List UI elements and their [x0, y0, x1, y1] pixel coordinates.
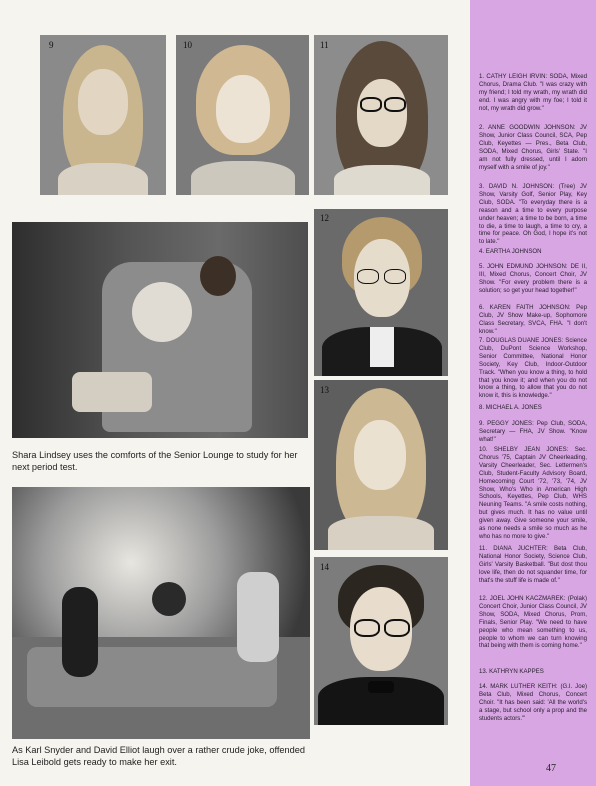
bio-entry: 9. PEGGY JONES: Pep Club, SODA, Secretary — FHA, JV Show. "Know what!": [479, 420, 587, 443]
portrait-number: 12: [320, 213, 329, 223]
portrait-number: 13: [320, 385, 329, 395]
bio-entry: 5. JOHN EDMUND JOHNSON: DE II, III, Mixed Chorus, Concert Choir, JV Show. "For every problem there is a solution; so get your head together!": [479, 263, 587, 294]
couch-photo: [12, 487, 310, 739]
bio-entry: 8. MICHAEL A. JONES: [479, 404, 542, 411]
bio-entry: 1. CATHY LEIGH IRVIN: SODA, Mixed Chorus, Drama Club. "I was crazy with my friend; I told my wrath, my wrath did end. I was angry with my foe; I told it not, my wrath did grow.": [479, 73, 587, 112]
senior-lounge-photo: [12, 222, 308, 438]
bio-entry: 6. KAREN FAITH JOHNSON: Pep Club, JV Show Make-up, Sophomore Class Secretary, SVCA, FHA. "I don't know.": [479, 304, 587, 335]
couch-caption: As Karl Snyder and David Elliot laugh over a rather crude joke, offended Lisa Leibold gets ready to make her exit.: [12, 745, 305, 767]
bio-entry: 12. JOEL JOHN KACZMAREK: (Polak) Concert Choir, Junior Class Council, JV Show, SODA, Mixed Chorus, Prom, Finals, Senior Play. "We need to have people who mean something to us, people to whom we can turn knowing that being with them is coming home.": [479, 595, 587, 650]
portrait-13: [314, 380, 448, 550]
bio-entry: 2. ANNE GOODWIN JOHNSON: JV Show, Junior Class Council, SCA, Pep Club, Keyettes — Pres., Beta Club, SODA, Mixed Chorus, Girls' State. "I am not fully dressed, until I adorn myself with a smile of joy.": [479, 124, 587, 171]
bio-entry: 7. DOUGLAS DUANE JONES: Science Club, DuPont Science Workshop, Senior Committee, National Honor Society, Key Club, Indoor-Outdoor Track. "When you know a thing, to hold that you know it; and when you do not know a thing, to allow that you do not know it, this is knowledge.": [479, 337, 587, 400]
bio-entry: 13. KATHRYN KAPPES: [479, 668, 544, 675]
portrait-9: [40, 35, 166, 195]
portrait-11: [314, 35, 448, 195]
page-number: 47: [546, 763, 556, 774]
bio-entry: 4. EARTHA JOHNSON: [479, 248, 542, 255]
portrait-number: 11: [320, 40, 329, 50]
bio-entry: 11. DIANA JUCHTER: Beta Club, National Honor Society, Science Club, Girls' Varsity Basketball. "But dost thou love life, then do not squander time, for that's the stuff life is made of.": [479, 545, 587, 584]
bio-entry: 10. SHELBY JEAN JONES: Sec. Chorus '75, Captain JV Cheerleading, Varsity Cheerleader, Sec. Lettermen's Club, Student-Faculty Advisory Board, Homecoming Court '72, '73, '74, JV Show, Who's Who in American High Schools, Keyettes, Pep Club, WHS Neuning Teams. "A smile costs nothing, but gives much. It has no value until given away. Give someone your smile, as none needs a smile so much as he who has no more to give.": [479, 446, 587, 540]
portrait-10: [176, 35, 309, 195]
bio-entry: 3. DAVID N. JOHNSON: (Tree) JV Show, Varsity Golf, Senior Play, Key Club, SODA. "To everyday there is a reason and a time to every purpose under heaven; a time to be born, a time to die, a time to laugh, a time to cry, a time for peace. Oh God, I hope it's not to late.": [479, 183, 587, 246]
lounge-caption: Shara Lindsey uses the comforts of the Senior Lounge to study for her next period test.: [12, 450, 298, 472]
portrait-14: [314, 557, 448, 725]
bio-entry: 14. MARK LUTHER KEITH: (G.I. Joe) Beta Club, Mixed Chorus, Concert Choir. "It has been said: 'All the world's a stage, but school only a prop and the students actors.'": [479, 683, 587, 722]
portrait-number: 10: [183, 40, 192, 50]
portrait-number: 9: [49, 40, 54, 50]
portrait-number: 14: [320, 562, 329, 572]
portrait-12: [314, 209, 448, 376]
